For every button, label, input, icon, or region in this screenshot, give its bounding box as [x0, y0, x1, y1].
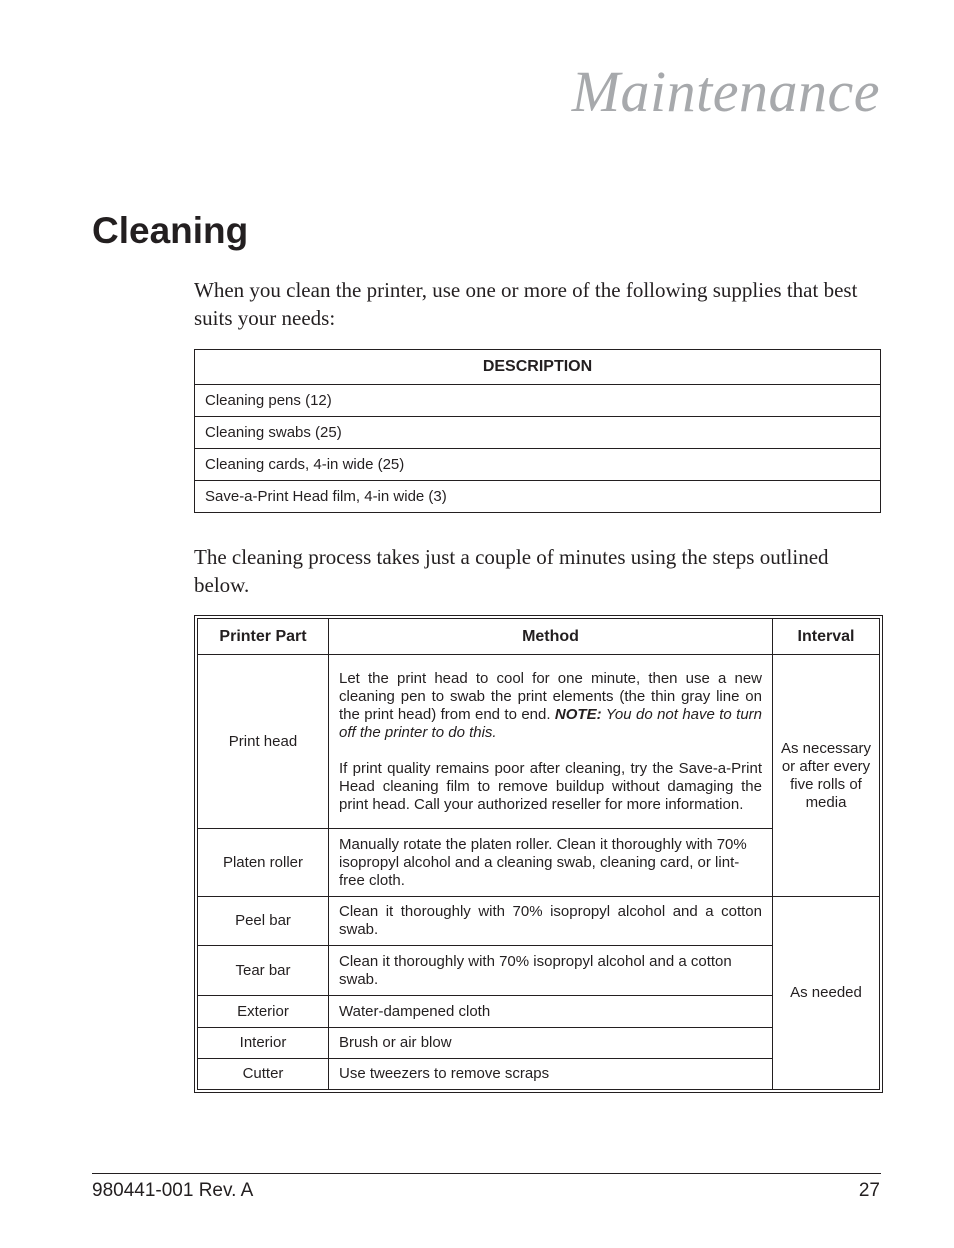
method-tear-bar: Clean it thoroughly with 70% isopropyl alcohol and a cotton swab.	[329, 946, 773, 996]
section-title: Cleaning	[92, 210, 249, 251]
header-interval: Interval	[773, 619, 880, 655]
interval-group-1: As necessary or after every five rolls of media	[773, 655, 880, 897]
supply-item: Cleaning cards, 4-in wide (25)	[195, 449, 881, 481]
supplies-header-row	[195, 350, 881, 385]
supply-item: Cleaning pens (12)	[195, 385, 881, 417]
method-interior: Brush or air blow	[329, 1028, 773, 1059]
part-platen-roller: Platen roller	[198, 829, 329, 897]
method-print-head	[329, 655, 773, 829]
note-label: NOTE:	[554, 705, 602, 723]
steps-header-row	[198, 619, 880, 655]
table-row	[195, 481, 881, 513]
part-print-head: Print head	[198, 655, 329, 829]
part-exterior: Exterior	[198, 996, 329, 1028]
intro-paragraph: When you clean the printer, use one or more of the following supplies that best suits your needs:	[194, 278, 858, 330]
interval-group-2: As needed	[773, 897, 880, 1090]
table-row	[198, 655, 880, 829]
chapter-title: Maintenance	[571, 59, 880, 124]
note-text: You do not have to turn off the printer to do this.	[339, 705, 763, 741]
table-row	[198, 897, 880, 946]
process-paragraph: The cleaning process takes just a couple of minutes using the steps outlined below.	[194, 545, 829, 597]
part-interior: Interior	[198, 1028, 329, 1059]
footer-doc-number: 980441-001 Rev. A	[92, 1180, 254, 1201]
part-cutter: Cutter	[198, 1059, 329, 1090]
cleaning-steps-table	[197, 618, 880, 1090]
table-row	[195, 449, 881, 481]
part-tear-bar: Tear bar	[198, 946, 329, 996]
header-printer-part: Printer Part	[198, 619, 329, 655]
method-exterior: Water-dampened cloth	[329, 996, 773, 1028]
method-print-head-text: Let the print head to cool for one minute, then use a new cleaning pen to swab the print elements (the thin gray line on the print head) from end to end.	[339, 669, 762, 723]
part-peel-bar: Peel bar	[198, 897, 329, 946]
method-print-head-text-2: If print quality remains poor after cleaning, try the Save-a-Print Head cleaning film to remove buildup without damaging the print head. Call your authorized reseller for more information.	[339, 759, 762, 813]
supplies-header-description: DESCRIPTION	[195, 350, 881, 385]
table-row	[195, 417, 881, 449]
table-row	[195, 385, 881, 417]
header-method: Method	[329, 619, 773, 655]
method-platen-roller: Manually rotate the platen roller. Clean it thoroughly with 70% isopropyl alcohol and a cleaning swab, cleaning card, or lint-free cloth.	[329, 829, 773, 897]
footer-page-number: 27	[858, 1180, 880, 1201]
supplies-table	[194, 349, 881, 513]
supply-item: Save-a-Print Head film, 4-in wide (3)	[195, 481, 881, 513]
footer-divider	[92, 1173, 881, 1174]
steps-table-frame	[194, 615, 883, 1093]
supply-item: Cleaning swabs (25)	[195, 417, 881, 449]
method-peel-bar: Clean it thoroughly with 70% isopropyl alcohol and a cotton swab.	[329, 897, 773, 946]
method-cutter: Use tweezers to remove scraps	[329, 1059, 773, 1090]
